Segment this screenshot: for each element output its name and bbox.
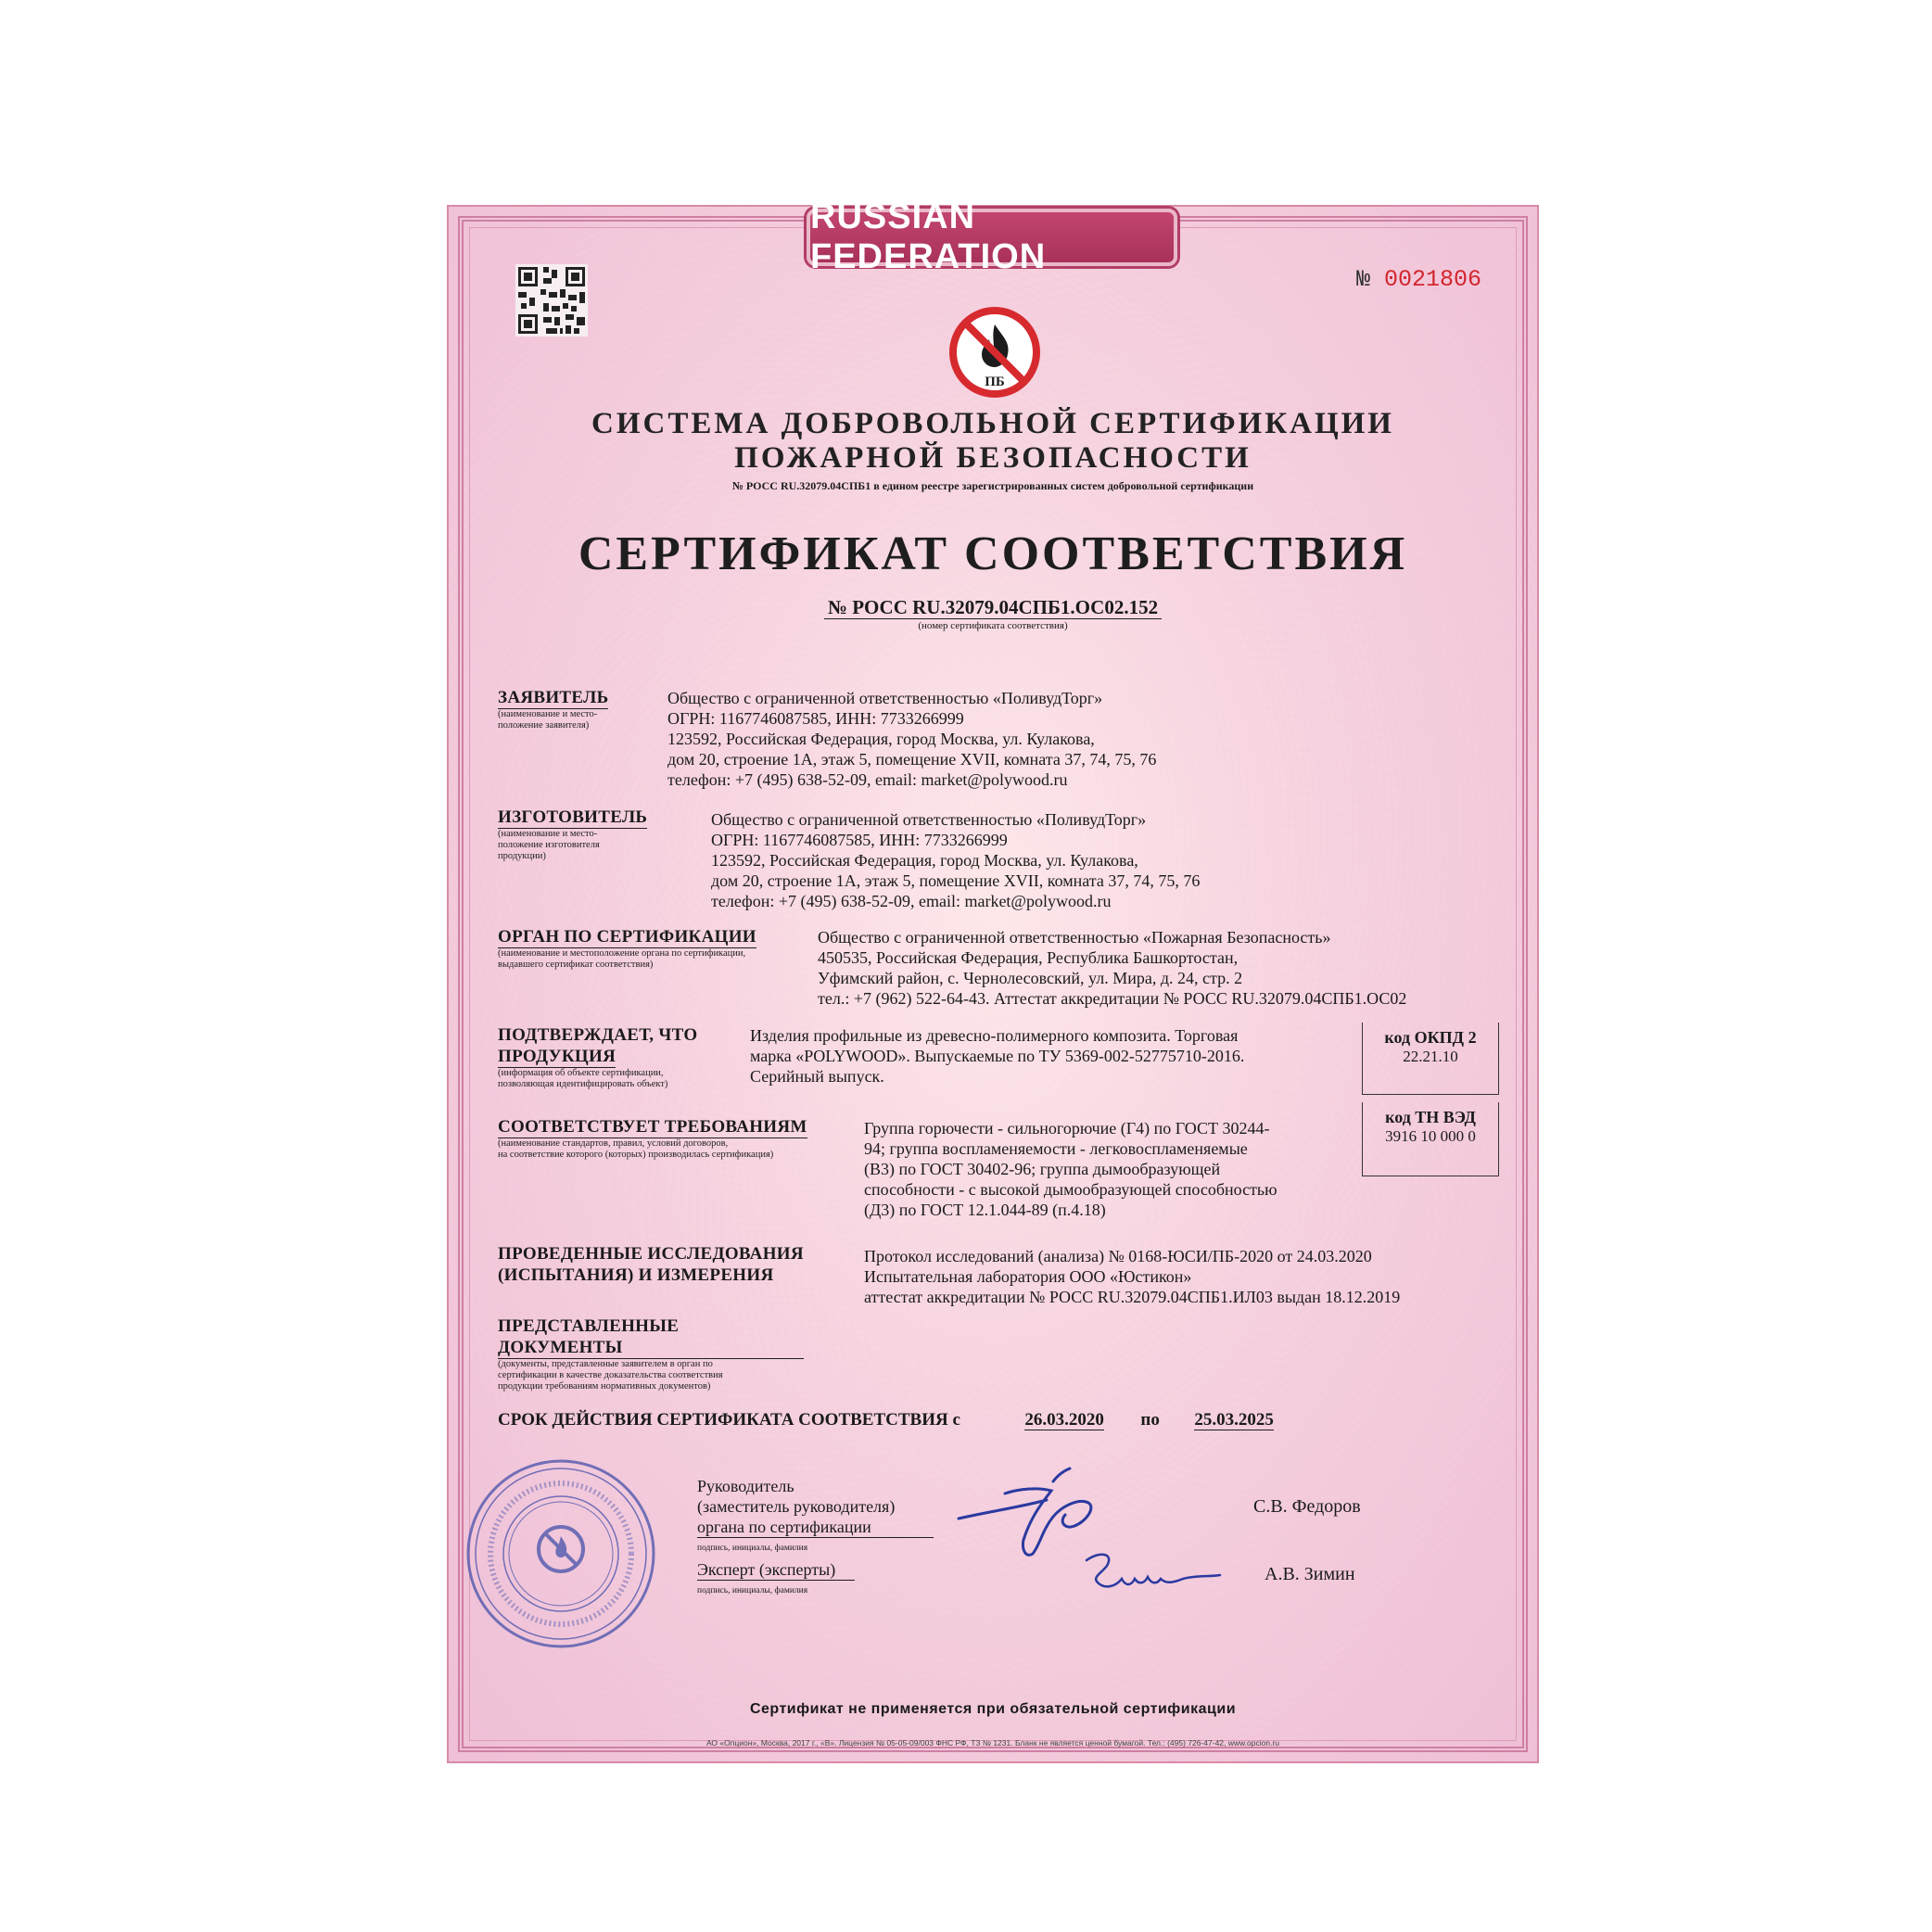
manufacturer-line: дом 20, строение 1А, этаж 5, помещение XVII, комната 37, 74, 75, 76 xyxy=(711,871,1201,890)
expert-signature-block xyxy=(697,1559,855,1601)
product-line: Серийный выпуск. xyxy=(750,1067,884,1086)
cert-body-caption-2: выдавшего сертификат соответствия) xyxy=(498,960,654,970)
documents-label: ПРЕДСТАВЛЕННЫЕ ДОКУМЕНТЫ xyxy=(498,1316,804,1359)
applicant-line: ОГРН: 1167746087585, ИНН: 7733266999 xyxy=(667,709,964,728)
logo-text: ПБ xyxy=(985,375,1005,389)
tnved-value: 3916 10 000 0 xyxy=(1385,1127,1476,1145)
product-label-1: ПОДТВЕРЖДАЕТ, ЧТО xyxy=(498,1025,698,1045)
requirements-label: СООТВЕТСТВУЕТ ТРЕБОВАНИЯМ xyxy=(498,1117,807,1137)
documents-caption-1: (документы, представленные заявителем в орган по xyxy=(498,1359,713,1369)
footer-note: Сертификат не применяется при обязательной сертификации xyxy=(749,1701,1237,1717)
serial-prefix: № xyxy=(1355,266,1370,293)
tests-details xyxy=(864,1246,1400,1307)
expert-label: Эксперт (эксперты) xyxy=(697,1559,855,1581)
certificate-number-caption: (номер сертификата соответствия) xyxy=(918,620,1068,631)
product-line: марка «POLYWOOD». Выпускаемые по ТУ 5369-002-52775710-2016. xyxy=(750,1047,1245,1065)
head-title-line-3: органа по сертификации xyxy=(697,1517,934,1538)
requirements-line: (В3) по ГОСТ 30402-96; группа дымообразующей xyxy=(864,1160,1221,1178)
documents-caption-2: сертификации в качестве доказательства соответствия xyxy=(498,1370,723,1380)
round-stamp-icon xyxy=(464,1456,658,1651)
applicant-line: Общество с ограниченной ответственностью «ПоливудТорг» xyxy=(667,689,1103,707)
manufacturer-details xyxy=(711,809,1200,911)
cert-body-line: 450535, Российская Федерация, Республика Башкортостан, xyxy=(818,948,1239,967)
applicant-label: ЗАЯВИТЕЛЬ xyxy=(498,688,609,707)
serial-value: 0021806 xyxy=(1383,266,1481,293)
cert-body-line: Уфимский район, с. Чернолесовский, ул. Мира, д. 24, стр. 2 xyxy=(818,969,1243,987)
head-title-line-2: (заместитель руководителя) xyxy=(697,1497,896,1516)
manufacturer-label: ИЗГОТОВИТЕЛЬ xyxy=(498,807,648,827)
cert-body-details xyxy=(818,927,1406,1009)
applicant-details xyxy=(667,688,1156,790)
system-title-line1: СИСТЕМА ДОБРОВОЛЬНОЙ СЕРТИФИКАЦИИ xyxy=(591,407,1394,440)
okpd-value: 22.21.10 xyxy=(1403,1048,1458,1065)
no-fire-logo-icon xyxy=(948,306,1041,399)
product-line: Изделия профильные из древесно-полимерного композита. Торговая xyxy=(750,1026,1239,1045)
certificate-title: СЕРТИФИКАТ СООТВЕТСТВИЯ xyxy=(578,527,1408,580)
tests-line: Протокол исследований (анализа) № 0168-ЮСИ/ПБ-2020 от 24.03.2020 xyxy=(864,1247,1372,1265)
applicant-label-block xyxy=(498,687,646,731)
requirements-details xyxy=(864,1118,1277,1220)
product-caption-1: (информация об объекте сертификации, xyxy=(498,1068,664,1078)
cert-body-label: ОРГАН ПО СЕРТИФИКАЦИИ xyxy=(498,927,756,947)
product-label-block xyxy=(498,1024,720,1090)
manufacturer-line: ОГРН: 1167746087585, ИНН: 7733266999 xyxy=(711,831,1008,849)
applicant-line: 123592, Российская Федерация, город Москва, ул. Кулакова, xyxy=(667,730,1095,748)
okpd-label: код ОКПД 2 xyxy=(1384,1028,1477,1047)
tests-label-2: (ИСПЫТАНИЯ) И ИЗМЕРЕНИЯ xyxy=(498,1265,774,1285)
tnved-code-box xyxy=(1362,1102,1499,1176)
manufacturer-caption-3: продукции) xyxy=(498,851,546,861)
validity-text: СРОК ДЕЙСТВИЯ СЕРТИФИКАТА СООТВЕТСТВИЯ с xyxy=(498,1410,960,1430)
qr-code-icon xyxy=(515,264,588,337)
manufacturer-line: телефон: +7 (495) 638-52-09, email: market@polywood.ru xyxy=(711,892,1112,910)
printer-line: АО «Опцион», Москва, 2017 г., «В». Лицензия № 05-05-09/003 ФНС РФ, ТЗ № 1231. Бланк не является ценной бумагой. Тел.: (495) 726-47-42, www.opcion.ru xyxy=(705,1738,1280,1748)
requirements-label-block xyxy=(498,1116,832,1161)
documents-label-block xyxy=(498,1316,804,1392)
manufacturer-caption-2: положение изготовителя xyxy=(498,840,600,850)
requirements-caption-2: на соответствие которого (которых) производилась сертификация) xyxy=(498,1150,774,1160)
certificate-number-value: № РОСС RU.32079.04СПБ1.ОС02.152 xyxy=(824,596,1162,619)
manufacturer-caption-1: (наименование и место- xyxy=(498,829,598,839)
head-signature-block xyxy=(697,1476,934,1558)
head-title-line-1: Руководитель xyxy=(697,1477,794,1495)
applicant-line: телефон: +7 (495) 638-52-09, email: market@polywood.ru xyxy=(667,770,1068,789)
product-label-2: ПРОДУКЦИЯ xyxy=(498,1047,616,1066)
requirements-line: (Д3) по ГОСТ 12.1.044-89 (п.4.18) xyxy=(864,1201,1106,1219)
manufacturer-line: Общество с ограниченной ответственностью «ПоливудТорг» xyxy=(711,810,1147,829)
tests-line: аттестат аккредитации № РОСС RU.32079.04СПБ1.ИЛ03 выдан 18.12.2019 xyxy=(864,1288,1401,1306)
applicant-caption-1: (наименование и место- xyxy=(498,709,598,719)
cert-body-label-block xyxy=(498,926,804,971)
okpd-code-box xyxy=(1362,1023,1499,1095)
country-banner: RUSSIAN FEDERATION xyxy=(807,209,1177,266)
expert-name: А.В. Зимин xyxy=(1265,1564,1355,1584)
applicant-line: дом 20, строение 1А, этаж 5, помещение XVII, комната 37, 74, 75, 76 xyxy=(667,750,1157,769)
validity-to: 25.03.2025 xyxy=(1194,1410,1274,1430)
manufacturer-label-block xyxy=(498,807,665,862)
tests-line: Испытательная лаборатория ООО «Юстикон» xyxy=(864,1267,1192,1286)
applicant-caption-2: положение заявителя) xyxy=(498,720,590,731)
expert-signature-caption: подпись, инициалы, фамилия xyxy=(697,1586,808,1595)
validity-line xyxy=(498,1410,1274,1430)
system-title-line2: ПОЖАРНОЙ БЕЗОПАСНОСТИ xyxy=(734,441,1252,475)
tests-label-block xyxy=(498,1243,804,1286)
validity-from: 26.03.2020 xyxy=(1024,1410,1104,1430)
expert-signature-image xyxy=(1079,1542,1227,1607)
requirements-line: способности - с высокой дымообразующей способностью xyxy=(864,1180,1277,1199)
cert-body-line: тел.: +7 (962) 522-64-43. Аттестат аккредитации № РОСС RU.32079.04СПБ1.ОС02 xyxy=(818,989,1407,1008)
documents-caption-3: продукции требованиям нормативных документов) xyxy=(498,1381,711,1392)
requirements-line: Группа горючести - сильногорючие (Г4) по ГОСТ 30244- xyxy=(864,1119,1270,1138)
cert-body-line: Общество с ограниченной ответственностью «Пожарная Безопасность» xyxy=(818,928,1331,947)
certificate-sheet xyxy=(447,197,1539,1763)
tnved-label: код ТН ВЭД xyxy=(1385,1108,1476,1126)
cert-body-caption-1: (наименование и местоположение органа по сертификации, xyxy=(498,948,746,959)
head-name: С.В. Федоров xyxy=(1253,1496,1361,1517)
certificate-number xyxy=(449,596,1537,619)
serial-number xyxy=(1356,266,1481,293)
validity-to-word: по xyxy=(1140,1410,1160,1430)
requirements-caption-1: (наименование стандартов, правил, условий договоров, xyxy=(498,1138,729,1149)
manufacturer-line: 123592, Российская Федерация, город Москва, ул. Кулакова, xyxy=(711,851,1138,870)
tests-label-1: ПРОВЕДЕННЫЕ ИССЛЕДОВАНИЯ xyxy=(498,1244,804,1264)
head-signature-caption: подпись, инициалы, фамилия xyxy=(697,1544,808,1553)
registry-line: № РОСС RU.32079.04СПБ1 в едином реестре зарегистрированных систем добровольной сертификации xyxy=(731,479,1254,492)
product-details xyxy=(750,1025,1244,1087)
product-caption-2: позволяющая идентифицировать объект) xyxy=(498,1079,668,1089)
requirements-line: 94; группа воспламеняемости - легковоспламеняемые xyxy=(864,1139,1248,1158)
